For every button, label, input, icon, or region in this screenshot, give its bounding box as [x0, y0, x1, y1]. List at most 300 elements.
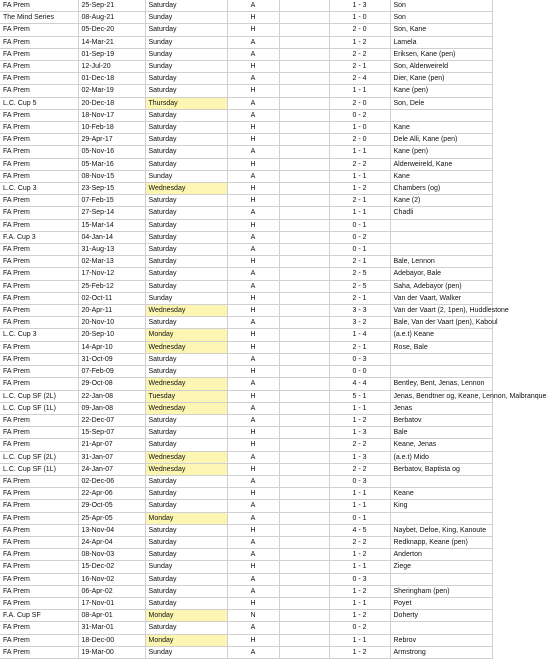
date-cell[interactable]: 02-Oct-11 — [78, 292, 145, 304]
competition-cell[interactable]: FA Prem — [0, 622, 78, 634]
date-cell[interactable]: 15-Mar-14 — [78, 219, 145, 231]
competition-cell[interactable]: L.C. Cup SF (1L) — [0, 463, 78, 475]
weekday-cell[interactable]: Wednesday — [145, 451, 227, 463]
weekday-cell[interactable]: Sunday — [145, 48, 227, 60]
score-cell[interactable]: 1 - 1 — [329, 402, 390, 414]
weekday-cell[interactable]: Saturday — [145, 85, 227, 97]
scorers-cell[interactable]: Son, Dele — [390, 97, 492, 109]
weekday-cell[interactable]: Saturday — [145, 597, 227, 609]
venue-cell[interactable]: A — [227, 549, 279, 561]
weekday-cell[interactable]: Saturday — [145, 73, 227, 85]
venue-cell[interactable]: H — [227, 183, 279, 195]
competition-cell[interactable]: FA Prem — [0, 524, 78, 536]
score-cell[interactable]: 0 - 1 — [329, 244, 390, 256]
weekday-cell[interactable]: Wednesday — [145, 402, 227, 414]
date-cell[interactable]: 16-Nov-02 — [78, 573, 145, 585]
venue-cell[interactable]: A — [227, 48, 279, 60]
venue-cell[interactable]: H — [227, 524, 279, 536]
weekday-cell[interactable]: Saturday — [145, 524, 227, 536]
competition-cell[interactable]: FA Prem — [0, 353, 78, 365]
venue-cell[interactable]: A — [227, 402, 279, 414]
competition-cell[interactable]: FA Prem — [0, 146, 78, 158]
weekday-cell[interactable]: Saturday — [145, 622, 227, 634]
competition-cell[interactable]: FA Prem — [0, 158, 78, 170]
spacer-cell[interactable] — [279, 341, 329, 353]
venue-cell[interactable]: H — [227, 292, 279, 304]
competition-cell[interactable]: FA Prem — [0, 475, 78, 487]
scorers-cell[interactable]: Sheringham (pen) — [390, 585, 492, 597]
score-cell[interactable]: 2 - 4 — [329, 73, 390, 85]
scorers-cell[interactable] — [390, 244, 492, 256]
venue-cell[interactable]: A — [227, 585, 279, 597]
venue-cell[interactable]: H — [227, 12, 279, 24]
score-cell[interactable]: 0 - 3 — [329, 573, 390, 585]
scorers-cell[interactable] — [390, 231, 492, 243]
scorers-cell[interactable]: Rebrov — [390, 634, 492, 646]
competition-cell[interactable]: FA Prem — [0, 170, 78, 182]
spacer-cell[interactable] — [279, 268, 329, 280]
weekday-cell[interactable]: Tuesday — [145, 390, 227, 402]
competition-cell[interactable]: FA Prem — [0, 48, 78, 60]
weekday-cell[interactable]: Saturday — [145, 414, 227, 426]
competition-cell[interactable]: FA Prem — [0, 536, 78, 548]
date-cell[interactable]: 24-Jan-07 — [78, 463, 145, 475]
score-cell[interactable]: 0 - 2 — [329, 622, 390, 634]
score-cell[interactable]: 2 - 0 — [329, 134, 390, 146]
venue-cell[interactable]: A — [227, 573, 279, 585]
venue-cell[interactable]: H — [227, 390, 279, 402]
venue-cell[interactable]: A — [227, 646, 279, 658]
date-cell[interactable]: 21-Apr-07 — [78, 439, 145, 451]
scorers-cell[interactable]: Eriksen, Kane (pen) — [390, 48, 492, 60]
spacer-cell[interactable] — [279, 183, 329, 195]
competition-cell[interactable]: FA Prem — [0, 0, 78, 12]
competition-cell[interactable]: FA Prem — [0, 378, 78, 390]
score-cell[interactable]: 1 - 1 — [329, 488, 390, 500]
scorers-cell[interactable]: Naybet, Defoe, King, Kanoute — [390, 524, 492, 536]
score-cell[interactable]: 2 - 2 — [329, 158, 390, 170]
competition-cell[interactable]: FA Prem — [0, 244, 78, 256]
scorers-cell[interactable]: Doherty — [390, 610, 492, 622]
scorers-cell[interactable]: Son — [390, 0, 492, 12]
weekday-cell[interactable]: Saturday — [145, 219, 227, 231]
weekday-cell[interactable]: Saturday — [145, 231, 227, 243]
venue-cell[interactable]: A — [227, 475, 279, 487]
date-cell[interactable]: 20-Dec-18 — [78, 97, 145, 109]
venue-cell[interactable]: A — [227, 317, 279, 329]
spacer-cell[interactable] — [279, 549, 329, 561]
scorers-cell[interactable] — [390, 573, 492, 585]
score-cell[interactable]: 0 - 1 — [329, 512, 390, 524]
scorers-cell[interactable]: Jenas, Bendtner og, Keane, Lennon, Malbranque — [390, 390, 492, 402]
venue-cell[interactable]: H — [227, 219, 279, 231]
spacer-cell[interactable] — [279, 305, 329, 317]
weekday-cell[interactable]: Saturday — [145, 353, 227, 365]
weekday-cell[interactable]: Saturday — [145, 439, 227, 451]
weekday-cell[interactable]: Sunday — [145, 646, 227, 658]
venue-cell[interactable]: A — [227, 207, 279, 219]
weekday-cell[interactable]: Wednesday — [145, 183, 227, 195]
spacer-cell[interactable] — [279, 463, 329, 475]
spacer-cell[interactable] — [279, 536, 329, 548]
date-cell[interactable]: 18-Nov-17 — [78, 109, 145, 121]
score-cell[interactable]: 5 - 1 — [329, 390, 390, 402]
score-cell[interactable]: 2 - 0 — [329, 24, 390, 36]
spacer-cell[interactable] — [279, 122, 329, 134]
spacer-cell[interactable] — [279, 73, 329, 85]
competition-cell[interactable]: FA Prem — [0, 646, 78, 658]
competition-cell[interactable]: FA Prem — [0, 634, 78, 646]
scorers-cell[interactable]: Ziege — [390, 561, 492, 573]
score-cell[interactable]: 2 - 1 — [329, 341, 390, 353]
date-cell[interactable]: 20-Nov-10 — [78, 317, 145, 329]
venue-cell[interactable]: H — [227, 122, 279, 134]
date-cell[interactable]: 23-Sep-15 — [78, 183, 145, 195]
weekday-cell[interactable]: Wednesday — [145, 305, 227, 317]
venue-cell[interactable]: A — [227, 353, 279, 365]
scorers-cell[interactable]: Bale, Van der Vaart (pen), Kaboul — [390, 317, 492, 329]
score-cell[interactable]: 1 - 2 — [329, 610, 390, 622]
venue-cell[interactable]: H — [227, 158, 279, 170]
competition-cell[interactable]: FA Prem — [0, 317, 78, 329]
date-cell[interactable]: 25-Apr-05 — [78, 512, 145, 524]
spacer-cell[interactable] — [279, 48, 329, 60]
score-cell[interactable]: 2 - 1 — [329, 195, 390, 207]
scorers-cell[interactable] — [390, 219, 492, 231]
date-cell[interactable]: 14-Mar-21 — [78, 36, 145, 48]
spacer-cell[interactable] — [279, 634, 329, 646]
venue-cell[interactable]: N — [227, 610, 279, 622]
scorers-cell[interactable]: Poyet — [390, 597, 492, 609]
spacer-cell[interactable] — [279, 244, 329, 256]
score-cell[interactable]: 2 - 2 — [329, 48, 390, 60]
scorers-cell[interactable]: Dele Alli, Kane (pen) — [390, 134, 492, 146]
weekday-cell[interactable]: Monday — [145, 329, 227, 341]
scorers-cell[interactable]: Van der Vaart, Walker — [390, 292, 492, 304]
date-cell[interactable]: 29-Apr-17 — [78, 134, 145, 146]
date-cell[interactable]: 31-Jan-07 — [78, 451, 145, 463]
spacer-cell[interactable] — [279, 219, 329, 231]
venue-cell[interactable]: H — [227, 85, 279, 97]
date-cell[interactable]: 27-Sep-14 — [78, 207, 145, 219]
venue-cell[interactable]: H — [227, 634, 279, 646]
venue-cell[interactable]: H — [227, 134, 279, 146]
date-cell[interactable]: 12-Jul-20 — [78, 61, 145, 73]
scorers-cell[interactable]: Keane — [390, 488, 492, 500]
spacer-cell[interactable] — [279, 280, 329, 292]
spacer-cell[interactable] — [279, 561, 329, 573]
scorers-cell[interactable]: Anderton — [390, 549, 492, 561]
weekday-cell[interactable]: Saturday — [145, 549, 227, 561]
score-cell[interactable]: 0 - 1 — [329, 219, 390, 231]
weekday-cell[interactable]: Saturday — [145, 573, 227, 585]
date-cell[interactable]: 29-Oct-05 — [78, 500, 145, 512]
competition-cell[interactable]: L.C. Cup SF (2L) — [0, 451, 78, 463]
competition-cell[interactable]: FA Prem — [0, 597, 78, 609]
date-cell[interactable]: 18-Dec-00 — [78, 634, 145, 646]
venue-cell[interactable]: H — [227, 24, 279, 36]
competition-cell[interactable]: L.C. Cup SF (1L) — [0, 402, 78, 414]
date-cell[interactable]: 01-Sep-19 — [78, 48, 145, 60]
spacer-cell[interactable] — [279, 61, 329, 73]
competition-cell[interactable]: FA Prem — [0, 134, 78, 146]
date-cell[interactable]: 20-Apr-11 — [78, 305, 145, 317]
competition-cell[interactable]: FA Prem — [0, 292, 78, 304]
venue-cell[interactable]: H — [227, 195, 279, 207]
scorers-cell[interactable]: Van der Vaart (2, 1pen), Huddlestone — [390, 305, 492, 317]
competition-cell[interactable]: FA Prem — [0, 219, 78, 231]
spacer-cell[interactable] — [279, 366, 329, 378]
weekday-cell[interactable]: Saturday — [145, 585, 227, 597]
spacer-cell[interactable] — [279, 414, 329, 426]
spacer-cell[interactable] — [279, 146, 329, 158]
score-cell[interactable]: 2 - 2 — [329, 463, 390, 475]
scorers-cell[interactable]: Kane (pen) — [390, 146, 492, 158]
spacer-cell[interactable] — [279, 524, 329, 536]
weekday-cell[interactable]: Saturday — [145, 366, 227, 378]
spacer-cell[interactable] — [279, 378, 329, 390]
competition-cell[interactable]: L.C. Cup 3 — [0, 183, 78, 195]
date-cell[interactable]: 17-Nov-12 — [78, 268, 145, 280]
venue-cell[interactable]: A — [227, 36, 279, 48]
venue-cell[interactable]: A — [227, 170, 279, 182]
weekday-cell[interactable]: Saturday — [145, 146, 227, 158]
spacer-cell[interactable] — [279, 488, 329, 500]
date-cell[interactable]: 31-Oct-09 — [78, 353, 145, 365]
competition-cell[interactable]: FA Prem — [0, 366, 78, 378]
score-cell[interactable]: 1 - 1 — [329, 207, 390, 219]
date-cell[interactable]: 05-Nov-16 — [78, 146, 145, 158]
competition-cell[interactable]: FA Prem — [0, 122, 78, 134]
spacer-cell[interactable] — [279, 109, 329, 121]
date-cell[interactable]: 10-Feb-18 — [78, 122, 145, 134]
venue-cell[interactable]: A — [227, 414, 279, 426]
date-cell[interactable]: 07-Feb-15 — [78, 195, 145, 207]
date-cell[interactable]: 20-Sep-10 — [78, 329, 145, 341]
competition-cell[interactable]: FA Prem — [0, 85, 78, 97]
weekday-cell[interactable]: Sunday — [145, 292, 227, 304]
score-cell[interactable]: 1 - 1 — [329, 634, 390, 646]
score-cell[interactable]: 2 - 1 — [329, 256, 390, 268]
date-cell[interactable]: 17-Nov-01 — [78, 597, 145, 609]
spacer-cell[interactable] — [279, 451, 329, 463]
scorers-cell[interactable] — [390, 475, 492, 487]
venue-cell[interactable]: A — [227, 73, 279, 85]
venue-cell[interactable]: H — [227, 427, 279, 439]
competition-cell[interactable]: FA Prem — [0, 512, 78, 524]
weekday-cell[interactable]: Sunday — [145, 170, 227, 182]
spacer-cell[interactable] — [279, 85, 329, 97]
competition-cell[interactable]: F.A. Cup SF — [0, 610, 78, 622]
spacer-cell[interactable] — [279, 646, 329, 658]
spacer-cell[interactable] — [279, 317, 329, 329]
date-cell[interactable]: 31-Aug-13 — [78, 244, 145, 256]
score-cell[interactable]: 1 - 2 — [329, 36, 390, 48]
scorers-cell[interactable]: Keane, Jenas — [390, 439, 492, 451]
score-cell[interactable]: 1 - 2 — [329, 183, 390, 195]
date-cell[interactable]: 25-Sep-21 — [78, 0, 145, 12]
scorers-cell[interactable]: Chambers (og) — [390, 183, 492, 195]
competition-cell[interactable]: FA Prem — [0, 561, 78, 573]
date-cell[interactable]: 08-Apr-01 — [78, 610, 145, 622]
scorers-cell[interactable]: Alderweireld, Kane — [390, 158, 492, 170]
competition-cell[interactable]: FA Prem — [0, 109, 78, 121]
weekday-cell[interactable]: Saturday — [145, 536, 227, 548]
competition-cell[interactable]: FA Prem — [0, 500, 78, 512]
date-cell[interactable]: 13-Nov-04 — [78, 524, 145, 536]
competition-cell[interactable]: FA Prem — [0, 73, 78, 85]
scorers-cell[interactable]: Lamela — [390, 36, 492, 48]
weekday-cell[interactable]: Thursday — [145, 97, 227, 109]
competition-cell[interactable]: FA Prem — [0, 439, 78, 451]
date-cell[interactable]: 15-Dec-02 — [78, 561, 145, 573]
weekday-cell[interactable]: Sunday — [145, 36, 227, 48]
venue-cell[interactable]: H — [227, 341, 279, 353]
competition-cell[interactable]: FA Prem — [0, 195, 78, 207]
competition-cell[interactable]: L.C. Cup 3 — [0, 329, 78, 341]
score-cell[interactable]: 1 - 0 — [329, 122, 390, 134]
venue-cell[interactable]: A — [227, 451, 279, 463]
competition-cell[interactable]: FA Prem — [0, 341, 78, 353]
score-cell[interactable]: 0 - 2 — [329, 231, 390, 243]
scorers-cell[interactable]: Son, Kane — [390, 24, 492, 36]
score-cell[interactable]: 3 - 2 — [329, 317, 390, 329]
spacer-cell[interactable] — [279, 292, 329, 304]
weekday-cell[interactable]: Saturday — [145, 24, 227, 36]
spacer-cell[interactable] — [279, 12, 329, 24]
weekday-cell[interactable]: Saturday — [145, 122, 227, 134]
venue-cell[interactable]: H — [227, 256, 279, 268]
date-cell[interactable]: 01-Dec-18 — [78, 73, 145, 85]
spacer-cell[interactable] — [279, 329, 329, 341]
score-cell[interactable]: 1 - 2 — [329, 414, 390, 426]
weekday-cell[interactable]: Saturday — [145, 207, 227, 219]
spacer-cell[interactable] — [279, 390, 329, 402]
score-cell[interactable]: 1 - 2 — [329, 646, 390, 658]
score-cell[interactable]: 1 - 3 — [329, 0, 390, 12]
competition-cell[interactable]: FA Prem — [0, 585, 78, 597]
weekday-cell[interactable]: Saturday — [145, 268, 227, 280]
scorers-cell[interactable] — [390, 353, 492, 365]
competition-cell[interactable]: L.C. Cup SF (2L) — [0, 390, 78, 402]
venue-cell[interactable]: H — [227, 329, 279, 341]
date-cell[interactable]: 08-Aug-21 — [78, 12, 145, 24]
score-cell[interactable]: 1 - 0 — [329, 12, 390, 24]
scorers-cell[interactable]: Bale, Lennon — [390, 256, 492, 268]
scorers-cell[interactable]: Redknapp, Keane (pen) — [390, 536, 492, 548]
spacer-cell[interactable] — [279, 207, 329, 219]
date-cell[interactable]: 31-Mar-01 — [78, 622, 145, 634]
competition-cell[interactable]: FA Prem — [0, 280, 78, 292]
date-cell[interactable]: 19-Mar-00 — [78, 646, 145, 658]
competition-cell[interactable]: FA Prem — [0, 549, 78, 561]
venue-cell[interactable]: A — [227, 280, 279, 292]
venue-cell[interactable]: A — [227, 146, 279, 158]
venue-cell[interactable]: H — [227, 463, 279, 475]
venue-cell[interactable]: H — [227, 366, 279, 378]
score-cell[interactable]: 2 - 5 — [329, 268, 390, 280]
score-cell[interactable]: 2 - 0 — [329, 97, 390, 109]
competition-cell[interactable]: FA Prem — [0, 207, 78, 219]
venue-cell[interactable]: H — [227, 561, 279, 573]
scorers-cell[interactable]: Armstrong — [390, 646, 492, 658]
scorers-cell[interactable]: Saha, Adebayor (pen) — [390, 280, 492, 292]
spacer-cell[interactable] — [279, 622, 329, 634]
scorers-cell[interactable]: Berbatov — [390, 414, 492, 426]
scorers-cell[interactable]: Rose, Bale — [390, 341, 492, 353]
spacer-cell[interactable] — [279, 512, 329, 524]
score-cell[interactable]: 0 - 0 — [329, 366, 390, 378]
date-cell[interactable]: 08-Nov-15 — [78, 170, 145, 182]
date-cell[interactable]: 02-Dec-06 — [78, 475, 145, 487]
score-cell[interactable]: 2 - 2 — [329, 439, 390, 451]
date-cell[interactable]: 09-Jan-08 — [78, 402, 145, 414]
venue-cell[interactable]: A — [227, 536, 279, 548]
scorers-cell[interactable]: Jenas — [390, 402, 492, 414]
score-cell[interactable]: 0 - 3 — [329, 353, 390, 365]
spacer-cell[interactable] — [279, 231, 329, 243]
date-cell[interactable]: 02-Mar-13 — [78, 256, 145, 268]
weekday-cell[interactable]: Monday — [145, 610, 227, 622]
date-cell[interactable]: 15-Sep-07 — [78, 427, 145, 439]
spacer-cell[interactable] — [279, 573, 329, 585]
score-cell[interactable]: 2 - 1 — [329, 61, 390, 73]
scorers-cell[interactable] — [390, 512, 492, 524]
spacer-cell[interactable] — [279, 427, 329, 439]
score-cell[interactable]: 0 - 2 — [329, 109, 390, 121]
score-cell[interactable]: 2 - 2 — [329, 536, 390, 548]
date-cell[interactable]: 08-Nov-03 — [78, 549, 145, 561]
spacer-cell[interactable] — [279, 24, 329, 36]
date-cell[interactable]: 22-Apr-06 — [78, 488, 145, 500]
weekday-cell[interactable]: Monday — [145, 512, 227, 524]
competition-cell[interactable]: L.C. Cup 5 — [0, 97, 78, 109]
venue-cell[interactable]: A — [227, 378, 279, 390]
scorers-cell[interactable]: Kane (2) — [390, 195, 492, 207]
competition-cell[interactable]: FA Prem — [0, 24, 78, 36]
scorers-cell[interactable]: Son, Alderweireld — [390, 61, 492, 73]
spacer-cell[interactable] — [279, 353, 329, 365]
competition-cell[interactable]: FA Prem — [0, 488, 78, 500]
scorers-cell[interactable]: (a.e.t) Mido — [390, 451, 492, 463]
score-cell[interactable]: 0 - 3 — [329, 475, 390, 487]
date-cell[interactable]: 06-Apr-02 — [78, 585, 145, 597]
weekday-cell[interactable]: Sunday — [145, 61, 227, 73]
weekday-cell[interactable]: Saturday — [145, 475, 227, 487]
weekday-cell[interactable]: Saturday — [145, 158, 227, 170]
weekday-cell[interactable]: Saturday — [145, 195, 227, 207]
score-cell[interactable]: 1 - 1 — [329, 561, 390, 573]
date-cell[interactable]: 02-Mar-19 — [78, 85, 145, 97]
scorers-cell[interactable]: Chadli — [390, 207, 492, 219]
spacer-cell[interactable] — [279, 475, 329, 487]
venue-cell[interactable]: H — [227, 597, 279, 609]
competition-cell[interactable]: The Mind Series — [0, 12, 78, 24]
venue-cell[interactable]: A — [227, 231, 279, 243]
date-cell[interactable]: 05-Dec-20 — [78, 24, 145, 36]
weekday-cell[interactable]: Saturday — [145, 427, 227, 439]
score-cell[interactable]: 1 - 1 — [329, 146, 390, 158]
score-cell[interactable]: 1 - 2 — [329, 585, 390, 597]
spacer-cell[interactable] — [279, 0, 329, 12]
score-cell[interactable]: 4 - 5 — [329, 524, 390, 536]
date-cell[interactable]: 04-Jan-14 — [78, 231, 145, 243]
date-cell[interactable]: 22-Jan-08 — [78, 390, 145, 402]
score-cell[interactable]: 2 - 5 — [329, 280, 390, 292]
competition-cell[interactable]: FA Prem — [0, 36, 78, 48]
competition-cell[interactable]: F.A. Cup 3 — [0, 231, 78, 243]
venue-cell[interactable]: H — [227, 439, 279, 451]
